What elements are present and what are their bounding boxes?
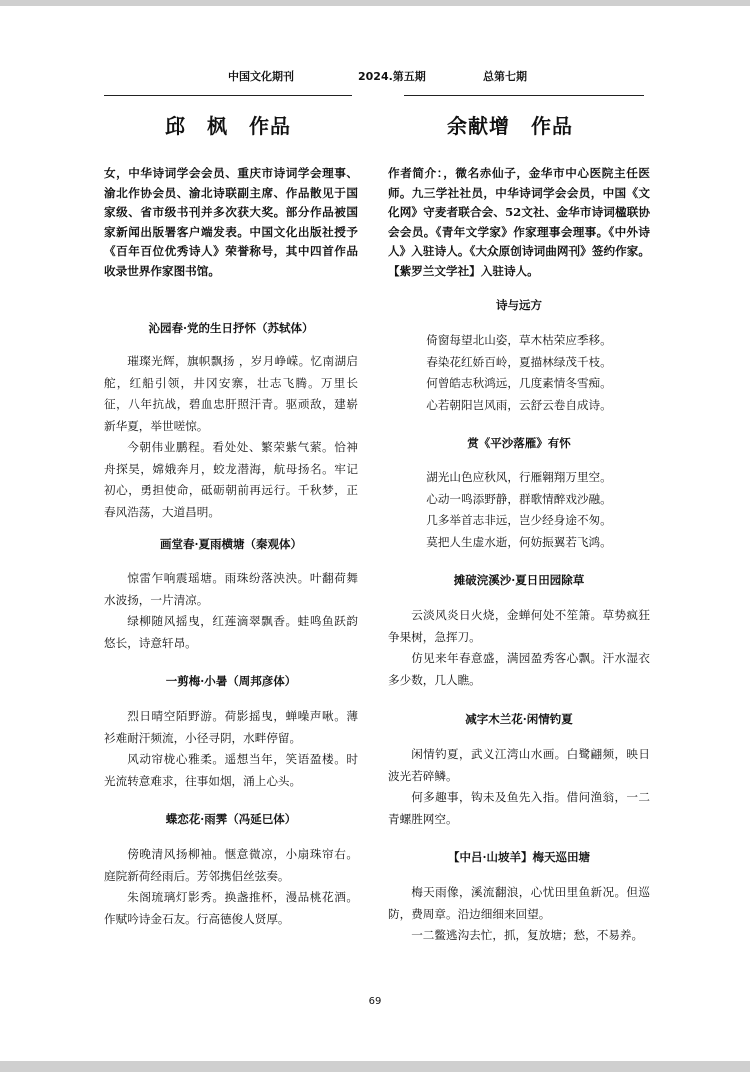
poem-title: 沁园春·党的生日抒怀（苏轼体） [148,321,314,335]
poem-paragraph: 闲情钓夏，武义江湾山水画。白鹭翩频，映日波光若碎鳞。 [388,747,650,783]
poem-line: 心若朝阳岂风雨，云舒云卷自成诗。 [426,397,612,412]
poem-line: 莫把人生虚水逝，何妨振翼若飞鸿。 [426,534,612,549]
page-number: 69 [368,996,382,1007]
poem-title: 蝶恋花·雨霁（冯延巳体） [165,812,297,826]
poem-paragraph: 烈日晴空陌野游。荷影摇曳，蝉噪声啾。薄衫难耐汗频流，小径寻阴，水畔停留。 [104,709,358,745]
poem-line: 春染花红娇百岭，夏描林绿茂千枝。 [426,354,612,369]
poem-body [104,706,358,792]
poem-body [104,568,358,654]
header-rule-right [404,95,644,96]
left-author-bio: 女，中华诗词学会会员、重庆市诗词学会理事、渝北作协会员、渝北诗联副主席、作品散见于国家级、省市级书刊并多次获大奖。部分作品被国家新闻出版署客户端发表。中国文化出版社授予《百年百位优秀诗人》荣誉称号，其中四首作品收录世界作家图书馆。 [104,166,358,278]
journal-name: 中国文化期刊 [228,70,294,83]
poem-body [388,605,650,691]
poem-paragraph: 璀璨光辉，旗帜飘扬 ，岁月峥嵘。忆南湖启舵，红船引领，井冈安寨，壮志飞腾。万里长征，八年抗战，碧血忠肝照汗青。驱顽敌，建崭新华夏，举世嗟惊。 [104,354,358,433]
poem-paragraph: 何多趣事，钩未及鱼先入指。借问渔翁，一二青螺胜网空。 [388,790,650,826]
right-author-bio: 作者简介：，微名赤仙子，金华市中心医院主任医师。九三学社社员，中华诗词学会会员，中国《文化网》守麦者联合会、52文社、金华市诗词楹联协会会员。《青年文学家》作家理事会理事。《中外诗人》入驻诗人。《大众原创诗词曲网刊》签约作家。【紫罗兰文学社】入驻诗人。 [388,166,650,278]
poem-title: 赏《平沙落雁》有怀 [467,436,571,450]
poem-body [388,882,650,947]
poem-paragraph: 惊雷乍响震瑶塘。雨珠纷落泱泱。叶翻荷舞水波扬，一片清凉。 [104,571,358,607]
issue-number: 2024.第五期 [358,70,426,83]
poem-paragraph: 风动帘栊心雅柔。遥想当年，笑语盈楼。时光流转意难求，往事如烟，涌上心头。 [104,752,358,788]
poem-line: 几多举首志非远，岂少经身途不匆。 [426,513,612,527]
poem-body [104,844,358,930]
total-issue: 总第七期 [483,70,527,83]
poem-paragraph: 一二鳖逃沟去忙，抓，复放塘；愁，不易养。 [411,928,644,942]
poem-paragraph: 今朝伟业鹏程。看处处、繁荣紫气萦。恰神舟探昊，嫦娥奔月，蛟龙潜海，航母扬名。牢记初心，勇担使命，砥砺朝前再远行。千秋梦，正春风浩荡，大道昌明。 [104,440,358,519]
right-author-title: 余献增 作品 [447,114,573,138]
poem-title: 减字木兰花·闲情钓夏 [465,712,573,726]
left-author-title: 邱 枫 作品 [165,114,291,138]
poem-title: 诗与远方 [496,298,542,312]
poem-body [388,467,650,553]
poem-paragraph: 朱阁琉璃灯影秀。换盏推杯，漫品桃花酒。作赋吟诗金石友。行高德俊人贤厚。 [104,890,358,926]
poem-paragraph: 云淡风炎日火烧，金蝉何处不笙箫。草势疯狂争果树，急挥刀。 [388,608,650,644]
poem-paragraph: 梅天雨像，溪流翻浪，心忧田里鱼新况。但巡防，费周章。沿边细细来回望。 [388,885,650,921]
poem-line: 何曾皓志秋鸿远，几度素情冬雪痴。 [426,376,612,390]
poem-body [388,744,650,830]
page [0,6,750,1061]
poem-body [388,330,650,416]
header-rule-left [104,95,352,96]
poem-body [104,351,358,523]
poem-line: 湖光山色应秋风，行雁翱翔万里空。 [426,470,612,484]
poem-paragraph: 仿见来年春意盛，满园盈秀客心飘。汗水湿衣多少数，几人瞧。 [388,651,650,687]
poem-title: 一剪梅·小暑（周邦彦体） [165,674,297,688]
poem-line: 倚窗每望北山姿，草木枯荣应季移。 [426,333,612,347]
poem-title: 摊破浣溪沙·夏日田园除草 [453,573,585,587]
poem-title: 画堂春·夏雨横塘（秦观体） [159,537,302,551]
page-header [0,68,750,84]
poem-line: 心动一鸣添野静，群歌情醉戏沙融。 [426,491,612,506]
poem-paragraph: 绿柳随风摇曳，红莲滴翠飘香。蛙鸣鱼跃韵悠长，诗意轩昂。 [104,614,358,650]
poem-paragraph: 傍晚清风扬柳袖。惬意微凉，小扇珠帘右。庭院新荷经雨后。芳邻携侣丝弦奏。 [104,847,358,883]
poem-title: 【中吕·山坡羊】梅天巡田塘 [447,850,590,864]
